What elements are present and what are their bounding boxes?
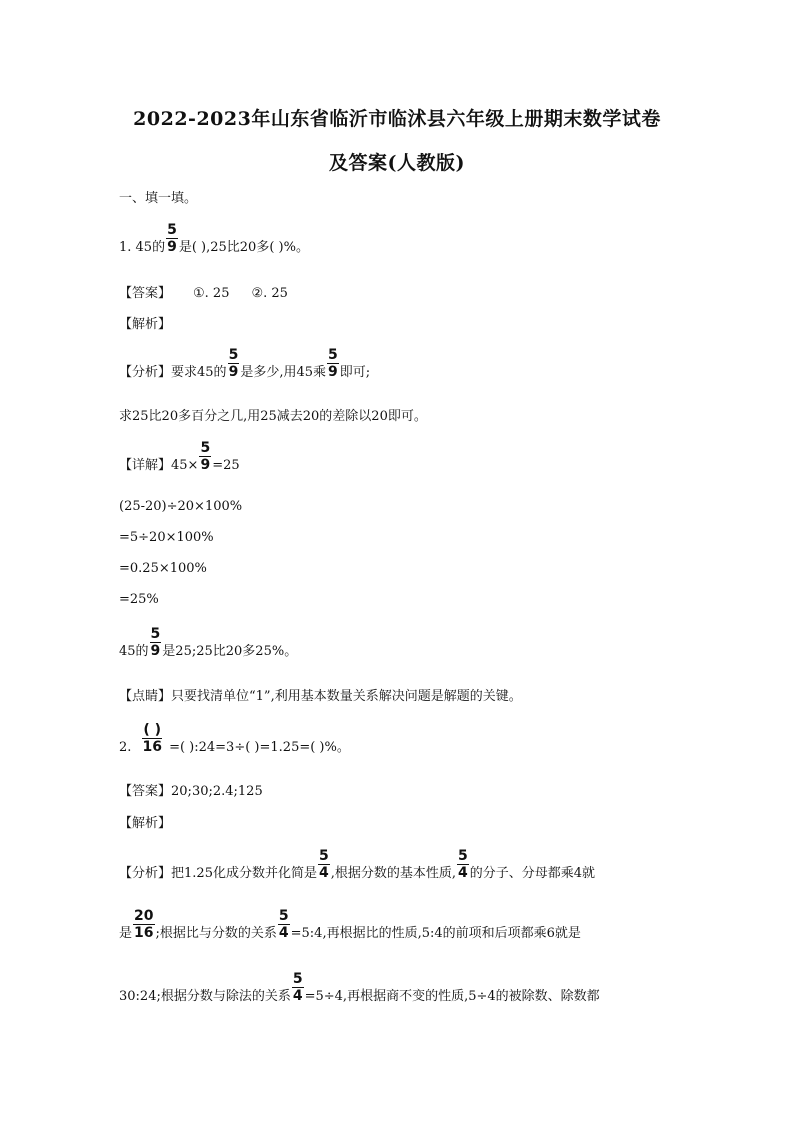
q1-fenxi-line2: 求25比20多百分之几,用25减去20的差除以20即可。: [119, 409, 427, 424]
fraction-5-4: $\frac{5}{4}$: [318, 848, 329, 881]
q1-calc-1: (25-20)÷20×100%: [119, 499, 243, 514]
q1-calc-3: =0.25×100%: [119, 561, 207, 576]
fraction-5-9: $\frac{5}{9}$: [200, 440, 211, 473]
q1-calc-2: =5÷20×100%: [119, 530, 214, 545]
q2-fenxi-line2: 是 $\frac{20}{16}$ ;根据比与分数的关系 $\frac{5}{4}$ =5:4,再根据比的性质,5:4的前项和后项都乘6就是: [119, 908, 581, 941]
q2-stem: 2. $\frac{( )}{16}$ =( ):24=3÷( )=1.25=( )%。: [119, 722, 350, 755]
fraction-5-9: $\frac{5}{9}$: [150, 626, 161, 659]
q2-fenxi-line3: 30:24;根据分数与除法的关系 $\frac{5}{4}$ =5÷4,再根据商不变的性质,5÷4的被除数、除数都: [119, 971, 600, 1004]
q2-fenxi-line1: 【分析】 把1.25化成分数并化简是 $\frac{5}{4}$ ,根据分数的基本性质, $\frac{5}{4}$ 的分子、分母都乘4就: [119, 848, 596, 881]
q1-stem: 1. 45的 $\frac{5}{9}$ 是( ),25比20多( )%。: [119, 222, 309, 255]
fraction-5-9: $\frac{5}{9}$: [167, 222, 177, 255]
q1-detail: 【详解】 45× $\frac{5}{9}$ =25: [119, 440, 240, 473]
q2-analysis-label: 【解析】: [119, 816, 172, 831]
q1-fenxi: 【分析】 要求45的 $\frac{5}{9}$ 是多少,用45乘 $\frac{5}{9}$ 即可;: [119, 347, 371, 380]
doc-title-line1: 2022-2023年山东省临沂市临沭县六年级上册期末数学试卷: [133, 108, 661, 130]
fraction-5-4: $\frac{5}{4}$: [278, 908, 289, 941]
doc-title-line2: 及答案(人教版): [329, 152, 465, 174]
q1-answer: 【答案】 ①. 25 ②. 25: [119, 286, 288, 301]
fraction-5-4: $\frac{5}{4}$: [292, 971, 303, 1004]
fraction-blank-16: $\frac{( )}{16}$: [142, 722, 162, 755]
fraction-5-4: $\frac{5}{4}$: [457, 848, 468, 881]
fraction-5-9: $\frac{5}{9}$: [228, 347, 239, 380]
q2-answer: 【答案】 20;30;2.4;125: [119, 784, 263, 799]
q1-calc-4: =25%: [119, 592, 159, 607]
q1-analysis-label: 【解析】: [119, 317, 172, 332]
fraction-20-16: $\frac{20}{16}$: [134, 908, 154, 941]
section-heading: 一、填一填。: [119, 191, 198, 206]
q1-conclusion: 45的 $\frac{5}{9}$ 是25;25比20多25%。: [119, 626, 298, 659]
fraction-5-9: $\frac{5}{9}$: [328, 347, 338, 380]
q1-dianjing: 【点睛】 只要找清单位“1”,利用基本数量关系解决问题是解题的关键。: [119, 689, 522, 704]
